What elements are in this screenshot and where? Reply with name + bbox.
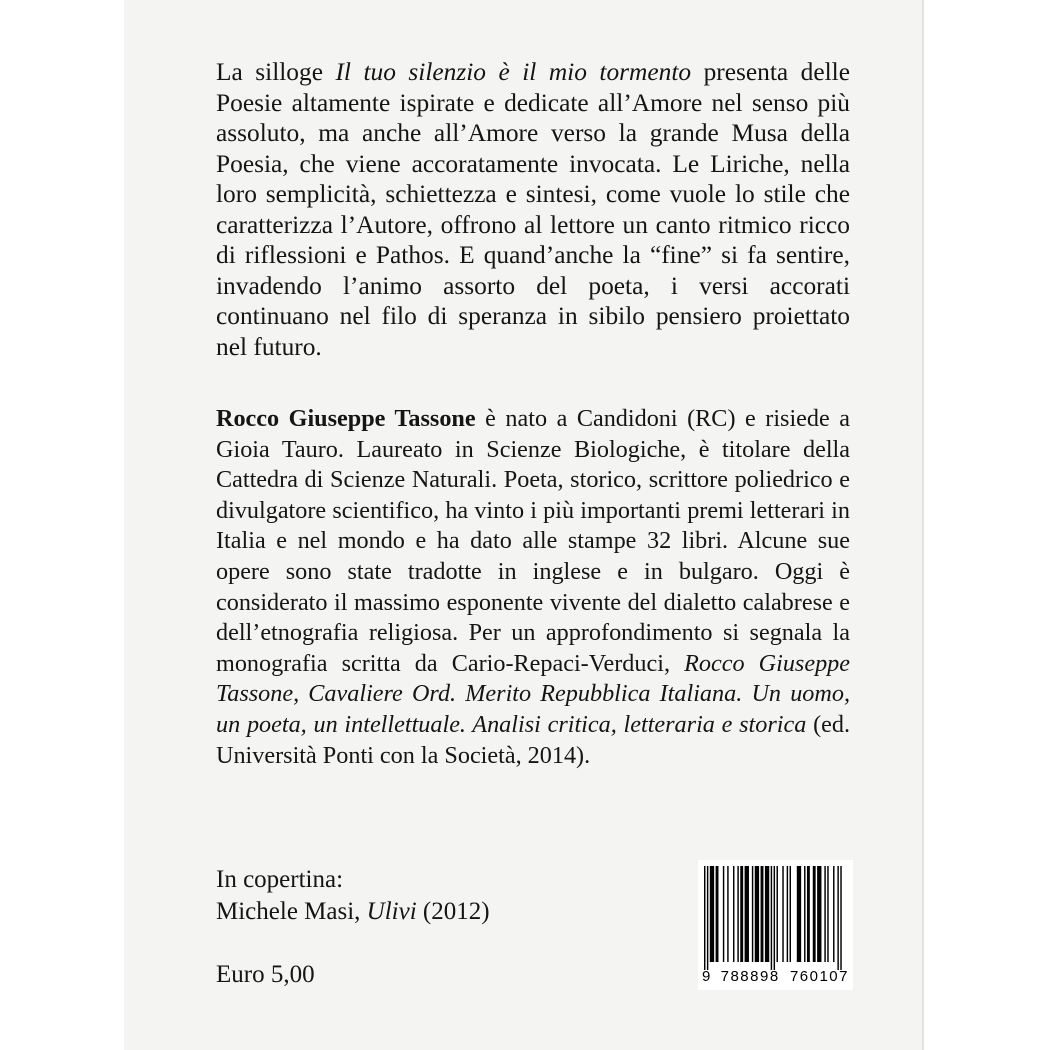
monograph-publisher: (ed. Università Ponti con la Società, 2014).	[216, 710, 850, 769]
barcode-bar-22	[807, 866, 810, 962]
barcode-bar-25	[824, 866, 825, 962]
cover-artwork-year: (2012)	[416, 898, 490, 925]
page-edge	[1040, 0, 1050, 1050]
barcode-bar-21	[804, 866, 805, 962]
barcode-bar-26	[827, 866, 828, 962]
author-bio	[216, 404, 850, 771]
barcode-bar-5	[727, 866, 728, 962]
barcode-bar-1	[707, 866, 708, 970]
cover-artwork-title: Ulivi	[366, 898, 417, 925]
barcode-bar-0	[704, 866, 705, 970]
barcode-bar-10	[752, 866, 753, 962]
blurb-body: presenta delle Poesie altamente ispirate e dedicate all’Amore nel senso più assoluto, ma anche all’Amore verso la grande Musa della Poesia, che viene accoratamente invocata. Le Liriche, nella loro semplicità, schiettezza e sintesi, come vuole lo stile che caratterizza l’Autore, offrono al lettore un canto ritmico ricco di riflessioni e Pathos. E quand’anche la “fine” si fa sentire, invadendo l’animo assorto del poeta, i versi accorati continuano nel filo di speranza in sibilo pensiero proiettato nel futuro.	[216, 58, 850, 361]
blurb-book-title: Il tuo silenzio è il mio tormento	[335, 58, 692, 86]
barcode	[698, 860, 853, 990]
cover-credit-label: In copertina:	[216, 866, 344, 893]
barcode-bar-8	[740, 866, 743, 962]
barcode-bar-27	[833, 866, 834, 962]
book-back-cover	[124, 0, 924, 1050]
barcode-bar-28	[837, 866, 838, 970]
barcode-digits	[698, 968, 853, 986]
barcode-bar-6	[733, 866, 734, 962]
barcode-bar-24	[817, 866, 821, 962]
barcode-bar-13	[765, 866, 769, 962]
barcode-bar-2	[710, 866, 714, 962]
barcode-bar-16	[777, 866, 778, 962]
barcode-bar-20	[797, 866, 801, 962]
barcode-bar-18	[787, 866, 788, 962]
barcode-bar-3	[716, 866, 719, 962]
barcode-bar-14	[771, 866, 772, 970]
barcode-bar-12	[761, 866, 764, 962]
barcode-bar-17	[782, 866, 783, 962]
price: Euro 5,00	[216, 961, 315, 988]
author-name: Rocco Giuseppe Tassone	[216, 405, 476, 432]
book-blurb	[216, 57, 850, 362]
barcode-bar-23	[813, 866, 816, 962]
barcode-bar-11	[755, 866, 759, 962]
blurb-intro: La silloge	[216, 58, 336, 86]
barcode-bar-9	[745, 866, 749, 962]
barcode-digit-first: 9	[702, 968, 711, 985]
barcode-bar-29	[840, 866, 841, 970]
cover-credit	[216, 864, 490, 928]
barcode-bar-4	[723, 866, 724, 962]
barcode-bar-7	[737, 866, 738, 962]
barcode-bar-19	[790, 866, 791, 962]
barcode-bar-15	[774, 866, 775, 970]
cover-artist: Michele Masi,	[216, 898, 367, 925]
bio-body: è nato a Candidoni (RC) e risiede a Gioia Tauro. Laureato in Scienze Biologiche, è titolare della Cattedra di Scienze Naturali. Poeta, storico, scrittore poliedrico e divulgatore scientifico, ha vinto i più importanti premi letterari in Italia e nel mondo e ha dato alle stampe 32 libri. Alcune sue opere sono state tradotte in inglese e in bulgaro. Oggi è considerato il massimo esponente vivente del dialetto calabrese e dell’etnografia religiosa. Per un approfondimento si segnala la monografia scritta da Cario-Repaci-Verduci,	[216, 405, 850, 677]
monograph-title: Rocco Giuseppe Tassone, Cavaliere Ord. Merito Repubblica Italiana. Un uomo, un poeta, un intellettuale. Analisi critica, letteraria e storica	[216, 649, 850, 738]
barcode-group-right: 760107	[789, 968, 849, 985]
barcode-group-left: 788898	[720, 968, 780, 985]
barcode-bars	[698, 860, 853, 970]
